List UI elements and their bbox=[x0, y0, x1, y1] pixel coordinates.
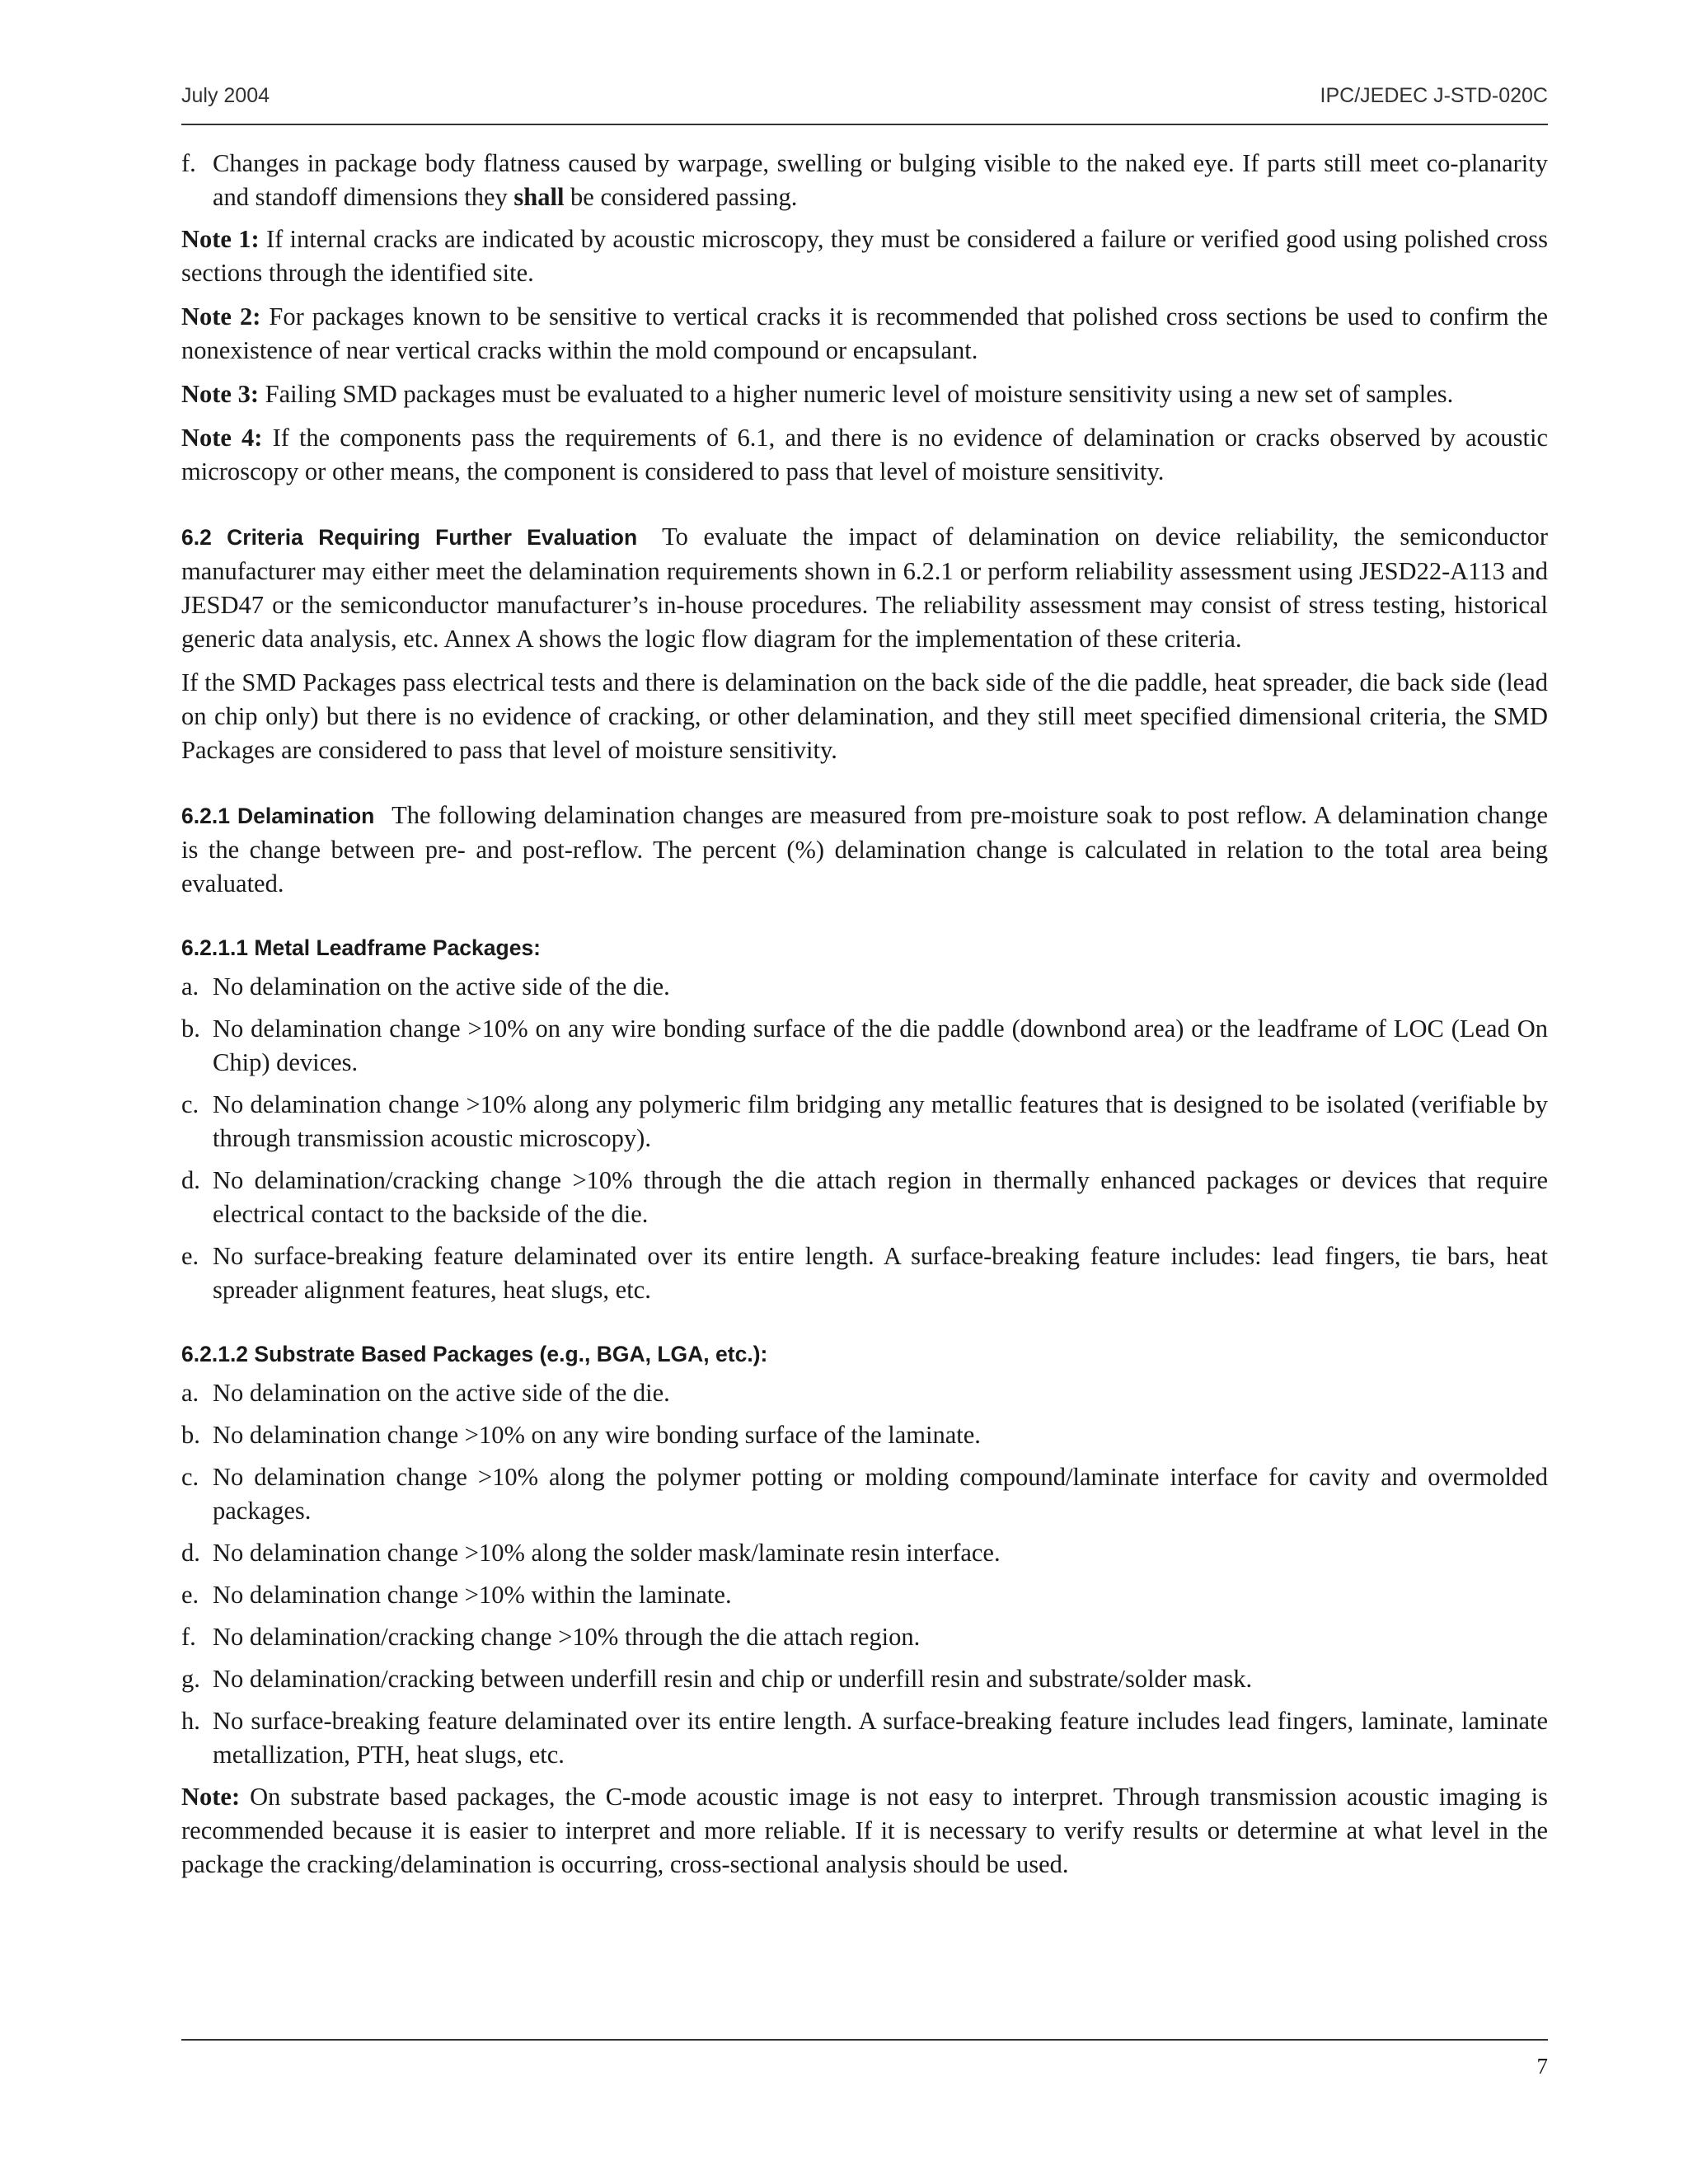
list-marker: c. bbox=[181, 1090, 199, 1118]
list-marker: e. bbox=[181, 1581, 199, 1609]
list-item: e. No surface-breaking feature delaminated over its entire length. A surface-breaking feature includes: lead fingers, tie bars, heat spreader alignment features, heat slugs, etc. bbox=[181, 1240, 1548, 1307]
section-heading-6-2-1-2: 6.2.1.2 Substrate Based Packages (e.g., BGA, LGA, etc.): bbox=[181, 1342, 768, 1366]
note-3: Note 3: Failing SMD packages must be evaluated to a higher numeric level of moisture sensitivity using a new set of samples. bbox=[181, 380, 1454, 408]
section-heading-6-2-1-1: 6.2.1.1 Metal Leadframe Packages: bbox=[181, 935, 542, 960]
list-marker: d. bbox=[181, 1166, 200, 1194]
list-marker: a. bbox=[181, 972, 199, 1001]
list-item: c. No delamination change >10% along the polymer potting or molding compound/laminate interface for cavity and overmolded packages. bbox=[181, 1460, 1548, 1528]
note-1: Note 1: If internal cracks are indicated by acoustic microscopy, they must be considered a failure or verified good using polished cross sections through the identified site. bbox=[181, 225, 1549, 287]
page-header bbox=[181, 84, 1548, 125]
list-marker: b. bbox=[181, 1421, 200, 1449]
list-marker: b. bbox=[181, 1015, 200, 1043]
list-item: f. No delamination/cracking change >10% through the die attach region. bbox=[181, 1620, 1548, 1654]
list-marker: d. bbox=[181, 1539, 200, 1567]
page-number: 7 bbox=[1536, 2054, 1548, 2079]
list-marker: f. bbox=[181, 1623, 196, 1651]
section-6-2-paragraph: If the SMD Packages pass electrical tests and there is delamination on the back side of the die paddle, heat spreader, die back side (lead on chip only) but there is no evidence of cracking, or other delamination, and they still meet specified dimensional criteria, the SMD Packages are considered to pass that level of moisture sensitivity. bbox=[181, 668, 1548, 764]
list-item: h. No surface-breaking feature delaminated over its entire length. A surface-breaking feature includes lead fingers, laminate, laminate metallization, PTH, heat slugs, etc. bbox=[181, 1704, 1548, 1772]
list-item: g. No delamination/cracking between underfill resin and chip or underfill resin and substrate/solder mask. bbox=[181, 1662, 1548, 1696]
list-marker: f. bbox=[181, 149, 196, 177]
section-6-2-1: 6.2.1 Delamination The following delamination changes are measured from pre-moisture soak to post reflow. A delamination change is the change between pre- and post-reflow. The percent (%) delamination change is calculated in relation to the total area being evaluated. bbox=[181, 801, 1548, 898]
list-item: a. No delamination on the active side of the die. bbox=[181, 1376, 1548, 1410]
list-marker: e. bbox=[181, 1242, 199, 1270]
list-item: e. No delamination change >10% within the laminate. bbox=[181, 1578, 1548, 1612]
page-footer bbox=[181, 2039, 1548, 2079]
header-standard: IPC/JEDEC J-STD-020C bbox=[1320, 84, 1548, 107]
list-item: a. No delamination on the active side of the die. bbox=[181, 970, 1548, 1004]
note-2: Note 2: For packages known to be sensitive to vertical cracks it is recommended that polished cross sections be used to confirm the nonexistence of near vertical cracks within the mold compound or encapsulant. bbox=[181, 302, 1548, 364]
section-heading: 6.2.1 Delamination bbox=[181, 804, 375, 828]
list-item: b. No delamination change >10% on any wire bonding surface of the die paddle (downbond area) or the leadframe of LOC (Lead On Chip) devices. bbox=[181, 1012, 1548, 1080]
bold-shall: shall bbox=[513, 183, 565, 211]
list-item: d. No delamination change >10% along the solder mask/laminate resin interface. bbox=[181, 1536, 1548, 1570]
list-item: c. No delamination change >10% along any polymeric film bridging any metallic features that is designed to be isolated (verifiable by through transmission acoustic microscopy). bbox=[181, 1088, 1548, 1155]
section-6-2: 6.2 Criteria Requiring Further Evaluation To evaluate the impact of delamination on device reliability, the semiconductor manufacturer may either meet the delamination requirements shown in 6.2.1 or perform reliability assessment using JESD22-A113 and JESD47 or the semiconductor manufacturer’s in-house procedures. The reliability assessment may consist of stress testing, historical generic data analysis, etc. Annex A shows the logic flow diagram for the implementation of these criteria. bbox=[181, 523, 1548, 653]
section-heading: 6.2 Criteria Requiring Further Evaluation bbox=[181, 525, 638, 550]
page-body bbox=[181, 147, 1548, 1891]
note-4: Note 4: If the components pass the requirements of 6.1, and there is no evidence of delamination or cracks observed by acoustic microscopy or other means, the component is considered to pass that level of moisture sensitivity. bbox=[181, 424, 1548, 485]
list-item: d. No delamination/cracking change >10% through the die attach region in thermally enhanced packages or devices that require electrical contact to the backside of the die. bbox=[181, 1164, 1548, 1231]
list-marker: c. bbox=[181, 1463, 199, 1491]
list-marker: h. bbox=[181, 1707, 200, 1735]
substrate-note: Note: On substrate based packages, the C-mode acoustic image is not easy to interpret. Through transmission acoustic imaging is recommended because it is easier to interpret and more reliable. If it is necessary to verify results or determine at what level in the package the cracking/delamination is occurring, cross-sectional analysis should be used. bbox=[181, 1783, 1549, 1878]
list-marker: g. bbox=[181, 1665, 200, 1693]
list-item: f. Changes in package body flatness caused by warpage, swelling or bulging visible to the naked eye. If parts still meet co-planarity and standoff dimensions they shall be considered passing. bbox=[181, 147, 1548, 214]
list-item: b. No delamination change >10% on any wire bonding surface of the laminate. bbox=[181, 1418, 1548, 1452]
list-marker: a. bbox=[181, 1379, 199, 1407]
header-date: July 2004 bbox=[181, 84, 270, 107]
